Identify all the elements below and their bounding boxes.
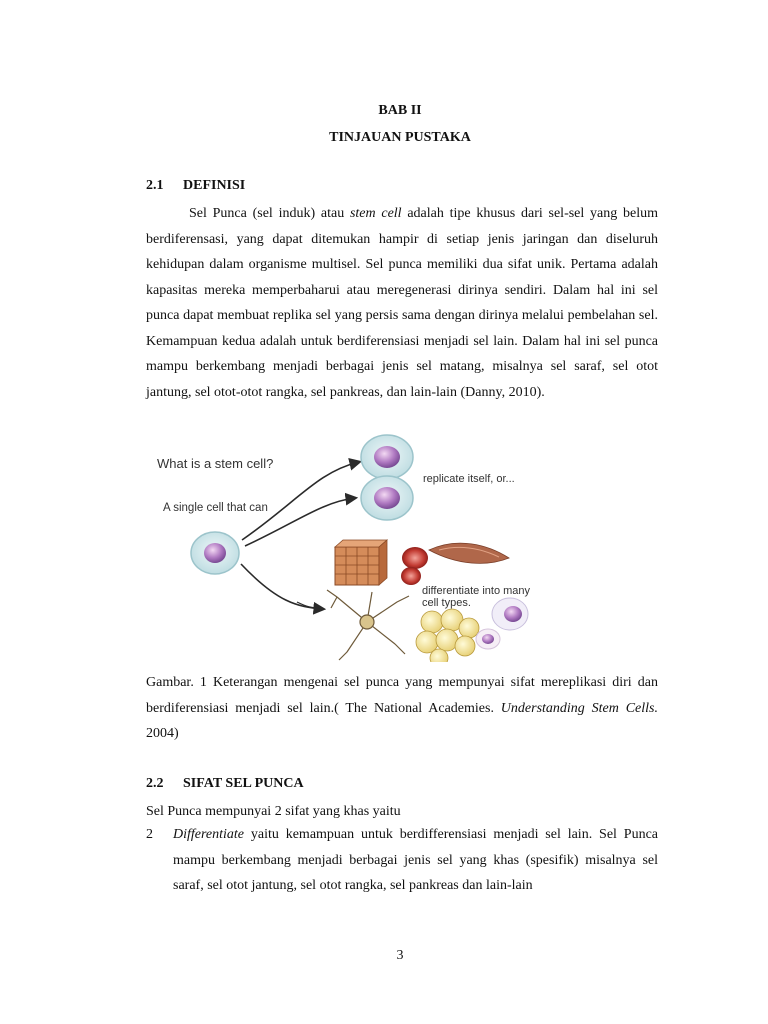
section-heading-sifat-sel-punca xyxy=(146,776,304,792)
chapter-title: TINJAUAN PUSTAKA xyxy=(329,130,471,145)
caption-text: Gambar. 1 Keterangan mengenai sel punca yang mempunyai sifat mereplikasi diri dan berdiferensiasi menjadi sel lain.( The National Academies. xyxy=(146,675,658,716)
list-item-body xyxy=(173,822,658,899)
section-title: SIFAT SEL PUNCA xyxy=(183,776,304,791)
stem-cell xyxy=(191,532,239,574)
arrow-differentiate xyxy=(241,564,323,609)
section-title: DEFINISI xyxy=(183,178,246,193)
section-intro: Sel Punca mempunyai 2 sifat yang khas yaitu xyxy=(146,804,401,819)
caption-text: 2004) xyxy=(146,726,179,741)
smooth-muscle-cell-icon xyxy=(429,543,509,563)
list-item xyxy=(146,822,658,899)
figure-caption xyxy=(146,670,658,747)
section-number: 2.2 xyxy=(146,776,164,791)
section-heading-definisi xyxy=(146,178,245,194)
section-number: 2.1 xyxy=(146,178,164,193)
list-item-emphasis: Differentiate xyxy=(173,827,245,842)
muscle-cell-icon xyxy=(335,540,387,585)
figure-label-replicate: replicate itself, or... xyxy=(423,473,515,485)
white-blood-cell-icon xyxy=(476,598,528,649)
figure-title: What is a stem cell? xyxy=(157,456,274,471)
neuron-icon xyxy=(327,590,409,660)
paragraph-text: Sel Punca (sel induk) atau xyxy=(189,206,350,221)
chapter-label: BAB II xyxy=(378,103,422,118)
figure-label-cell-types: cell types. xyxy=(422,597,471,609)
figure-label-single-cell: A single cell that can xyxy=(163,502,268,514)
list-item-text: yaitu kemampuan untuk berdifferensiasi menjadi sel lain. Sel Punca mampu berkembang menjadi berbagai jenis sel yang khas (spesifik) misalnya sel saraf, sel otot jantung, sel otot rangka, sel pankreas dan lain-lain xyxy=(173,827,658,893)
replicated-cell-top xyxy=(361,435,413,479)
figure-label-differentiate: differentiate into many xyxy=(422,585,531,597)
fat-cell-icon xyxy=(416,609,479,662)
paragraph-emphasis: stem cell xyxy=(349,206,402,221)
list-marker: 2 xyxy=(146,827,153,842)
page-number: 3 xyxy=(396,948,404,963)
stem-cell-figure xyxy=(147,432,567,662)
definition-paragraph xyxy=(146,201,658,405)
caption-emphasis: Understanding Stem Cells. xyxy=(500,700,658,716)
red-blood-cell-icon xyxy=(401,547,428,585)
paragraph-text: adalah tipe khusus dari sel-sel yang belum berdiferensasi, yang dapat ditemukan hampir di setiap jenis jaringan dan diseluruh kehidupan dalam organisme multisel. Sel punca memiliki dua sifat unik. Pertama adalah kapasitas mereka memperbaharui atau meregenerasi dirinya sendiri. Dalam hal ini sel punca dapat membuat replika sel yang persis sama dengan dirinya melalui pembelahan sel. Kemampuan kedua adalah untuk berdiferensiasi menjadi sel lain. Dalam hal ini sel punca mampu berkembang menjadi berbagai jenis sel matang, misalnya sel saraf, sel otot jantung, sel otot-otot rangka, sel pankreas, dan lain-lain (Danny, 2010). xyxy=(146,206,658,400)
replicated-cell-bottom xyxy=(361,476,413,520)
